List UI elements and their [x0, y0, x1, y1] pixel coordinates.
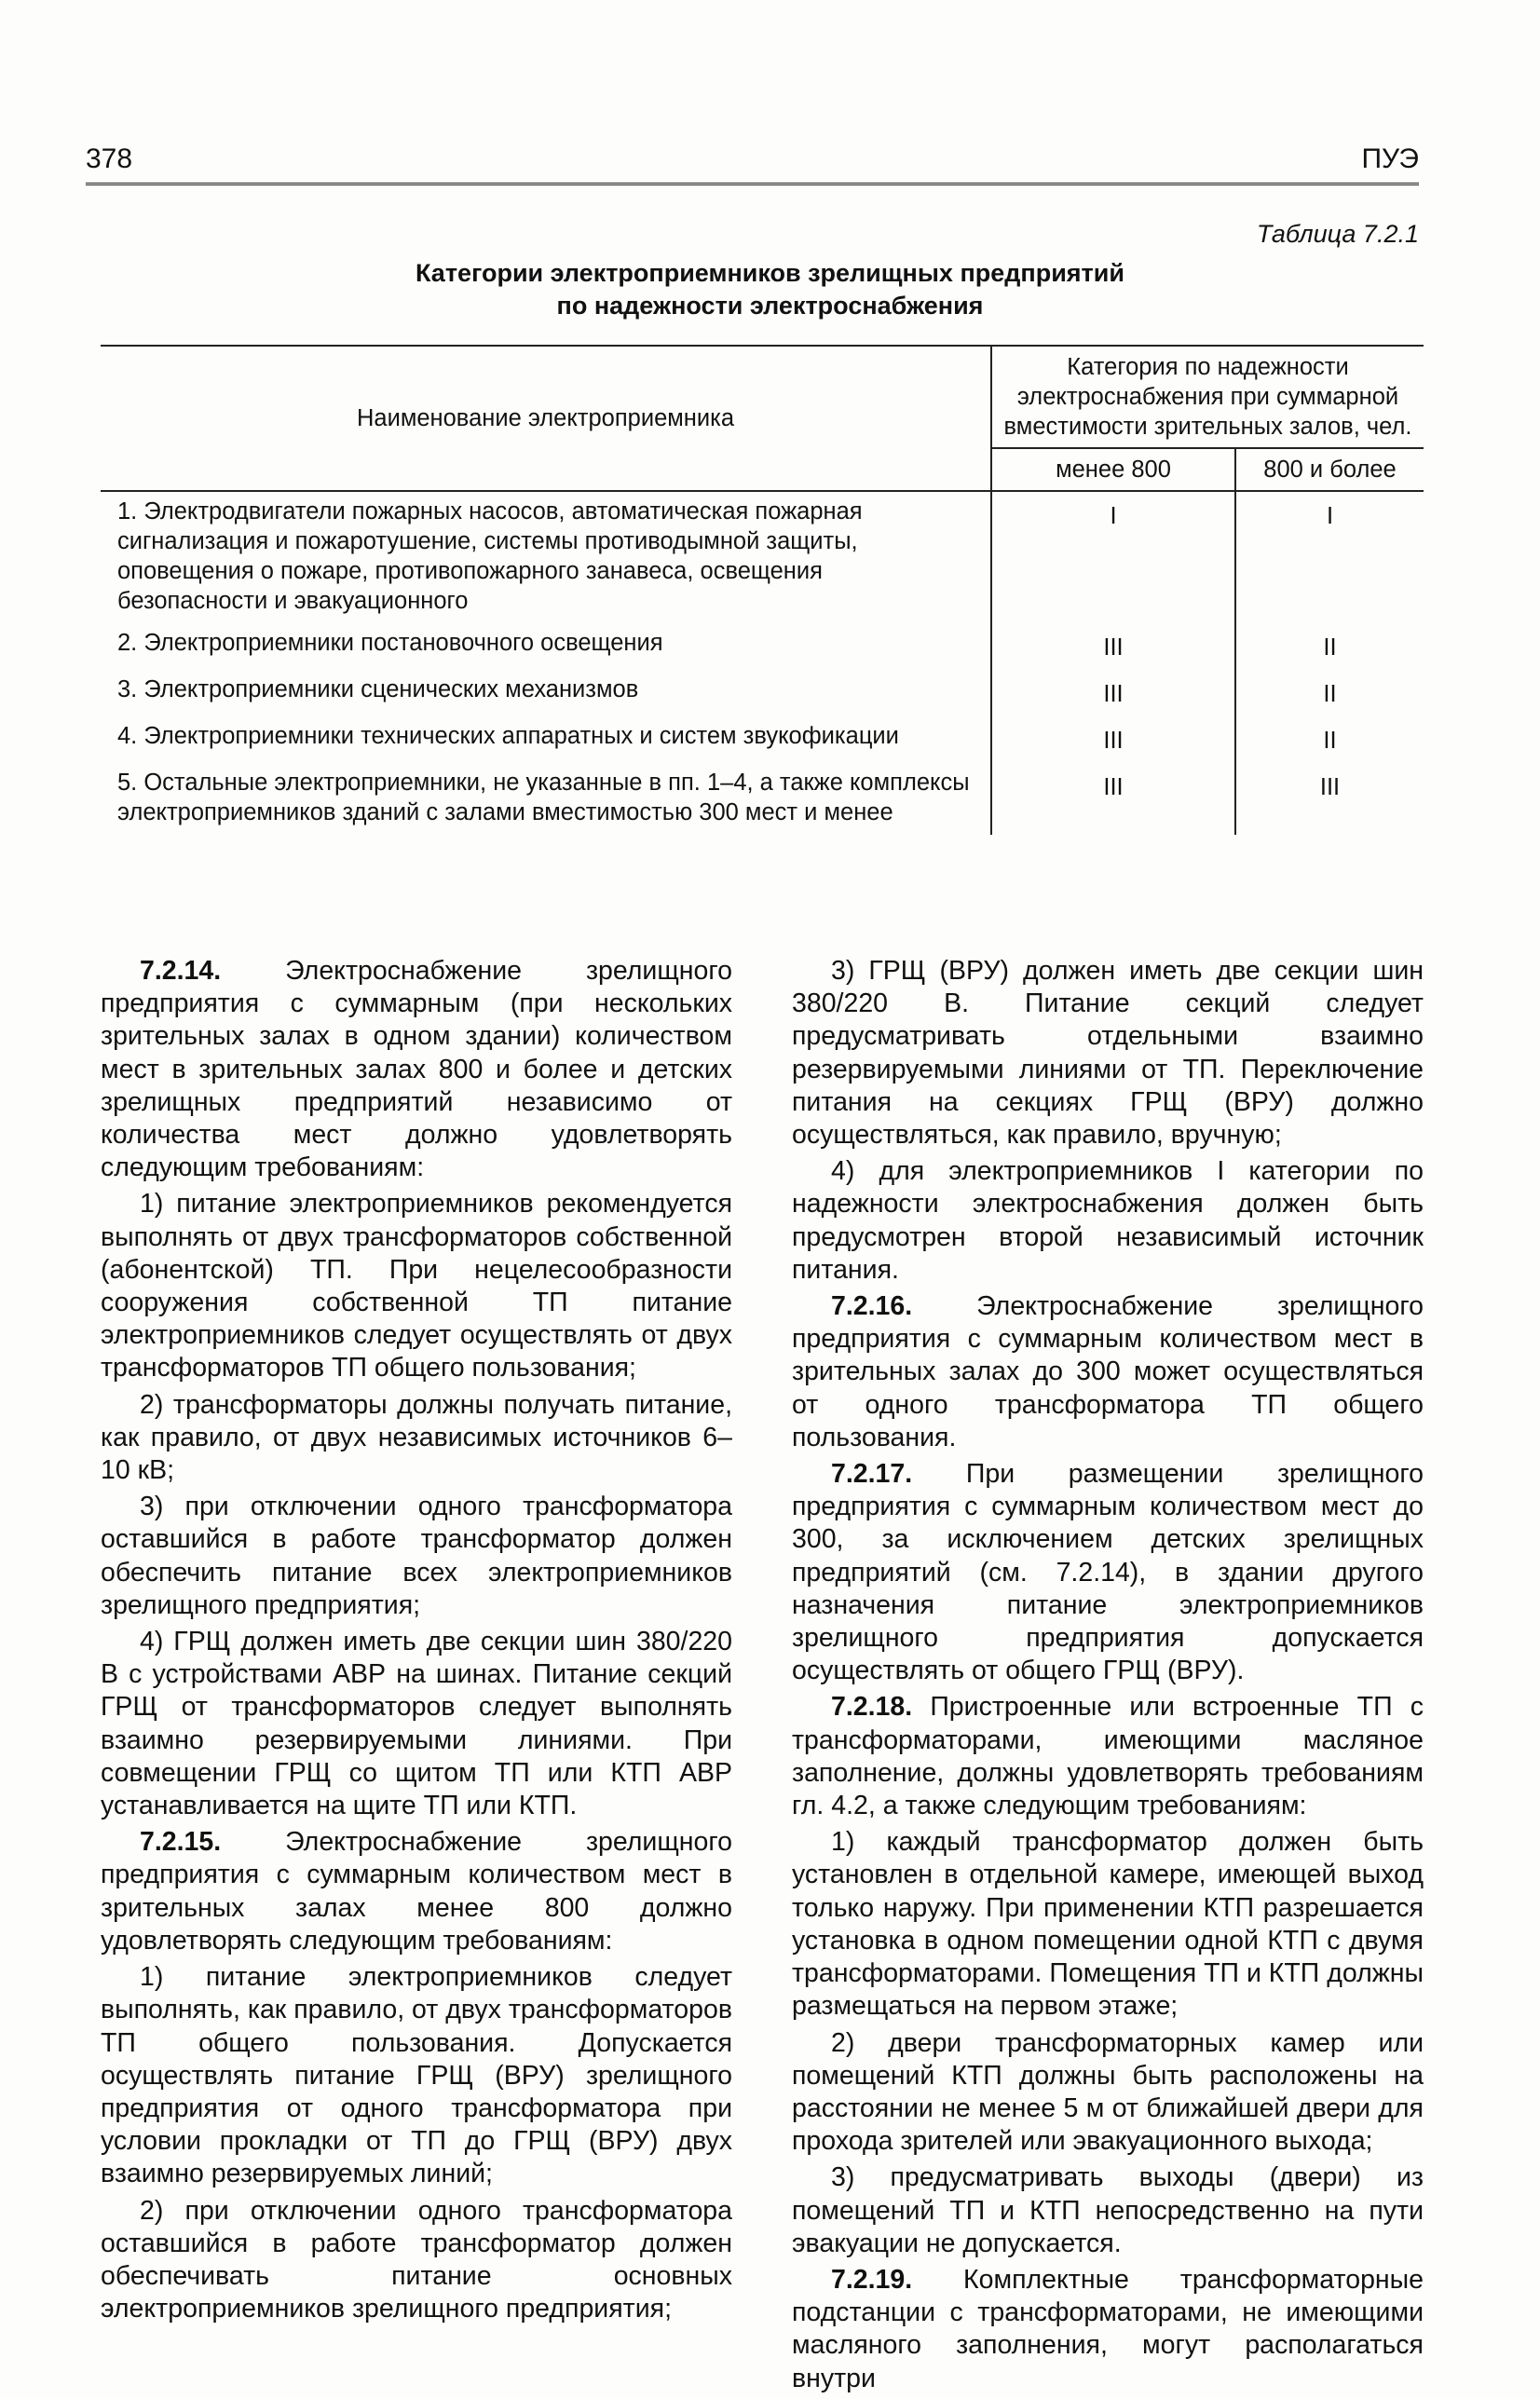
header-800-more: 800 и более	[1235, 448, 1424, 491]
page-number: 378	[86, 143, 133, 174]
running-title: ПУЭ	[1361, 143, 1419, 174]
paragraph	[792, 955, 1424, 1152]
row-category-800-more: II	[1235, 716, 1424, 763]
paragraph	[792, 2161, 1424, 2260]
row-category-less-800: III	[991, 716, 1235, 763]
row-category-less-800: III	[991, 623, 1235, 670]
paragraph-text: 1) питание электроприемников следует выполнять, как правило, от двух трансформаторов ТП общего пользования. Допускается осуществлять питание ГРЩ (ВРУ) зрелищного предприятия от одного трансформатора при условии прокладки от ТП до ГРЩ (ВРУ) двух взаимно резервируемых линий;	[101, 1962, 732, 2189]
row-category-less-800: III	[991, 670, 1235, 716]
paragraph-text: Электроснабжение зрелищного предприятия с суммарным (при нескольких зрительных залах в одном здании) количеством мест в зрительных залах 800 и более и детских зрелищных предприятий независимо от количества мест должно удовлетворять следующим требованиям:	[101, 956, 732, 1183]
clause-number: 7.2.17.	[831, 1459, 913, 1490]
table-title-line-2: по надежности электроснабжения	[556, 292, 984, 320]
table-row	[101, 670, 1424, 716]
paragraph	[101, 2195, 732, 2326]
paragraph	[101, 1826, 732, 1957]
table-row	[101, 716, 1424, 763]
table-label: Таблица 7.2.1	[1256, 220, 1419, 248]
table-row	[101, 491, 1424, 623]
categories-table	[101, 345, 1424, 835]
table-row	[101, 623, 1424, 670]
row-category-800-more: III	[1235, 763, 1424, 835]
row-category-800-more: I	[1235, 491, 1424, 623]
paragraph-text: При размещении зрелищного предприятия с суммарным количеством мест до 300, за исключением детских зрелищных предприятий (см. 7.2.14), в здании другого назначения питание электроприемников зрелищного предприятия допускается осуществлять от общего ГРЩ (ВРУ).	[792, 1459, 1424, 1686]
row-category-less-800: III	[991, 763, 1235, 835]
paragraph-text: 2) двери трансформаторных камер или помещений КТП должны быть расположены на расстоянии не менее 5 м от ближайшей двери для прохода зрителей или эвакуационного выхода;	[792, 2027, 1424, 2157]
paragraph-text: 3) ГРЩ (ВРУ) должен иметь две секции шин 380/220 В. Питание секций следует предусматривать отдельными взаимно резервируемыми линиями от ТП. Переключение питания на секциях ГРЩ (ВРУ) должно осуществляться, как правило, вручную;	[792, 956, 1424, 1151]
row-category-less-800: I	[991, 491, 1235, 623]
clause-number: 7.2.16.	[831, 1291, 913, 1322]
paragraph-text: 1) каждый трансформатор должен быть установлен в отдельной камере, имеющей выход только наружу. При применении КТП разрешается установка в одном помещении одной КТП с двумя трансформаторами. Помещения ТП и КТП должны размещаться на первом этаже;	[792, 1827, 1424, 2022]
paragraph	[792, 1458, 1424, 1687]
paragraph-text: Пристроенные или встроенные ТП с трансформаторами, имеющими масляное заполнение, должны удовлетворять требованиям гл. 4.2, а также следующим требованиям:	[792, 1692, 1424, 1821]
paragraph-text: Электроснабжение зрелищного предприятия с суммарным количеством мест в зрительных залах до 300 может осуществляться от одного трансформатора ТП общего пользования.	[792, 1291, 1424, 1452]
row-category-800-more: II	[1235, 670, 1424, 716]
header-less-800: менее 800	[991, 448, 1235, 491]
left-column	[101, 955, 732, 2329]
paragraph	[101, 1626, 732, 1822]
paragraph	[792, 2264, 1424, 2395]
row-name: 3. Электроприемники сценических механизмов	[117, 676, 639, 702]
paragraph-text: 3) при отключении одного трансформатора оставшийся в работе трансформатор должен обеспечить питание всех электроприемников зрелищного предприятия;	[101, 1492, 732, 1620]
row-category-800-more: II	[1235, 623, 1424, 670]
paragraph-text: 4) для электроприемников I категории по надежности электроснабжения должен быть предусмотрен второй независимый источник питания.	[792, 1156, 1424, 1285]
right-column	[792, 955, 1424, 2399]
header-name: Наименование электроприемника	[101, 346, 991, 491]
clause-number: 7.2.14.	[140, 956, 222, 986]
header-category: Категория по надежности электроснабжения при суммарной вместимости зрительных залов, чел.	[991, 346, 1424, 448]
paragraph	[792, 1826, 1424, 2023]
paragraph-text: 4) ГРЩ должен иметь две секции шин 380/220 В с устройствами АВР на шинах. Питание секций ГРЩ от трансформаторов следует выполнять взаимно резервируемыми линиями. При совмещении ГРЩ со щитом ТП или КТП АВР устанавливается на щите ТП или КТП.	[101, 1627, 732, 1821]
row-name: 4. Электроприемники технических аппаратных и систем звукофикации	[117, 723, 899, 749]
row-name: 1. Электродвигатели пожарных насосов, автоматическая пожарная сигнализация и пожаротушение, системы противодымной защиты, оповещения о пожаре, противопожарного занавеса, освещения безопасности и эвакуационного	[117, 498, 863, 614]
paragraph-text: 2) при отключении одного трансформатора оставшийся в работе трансформатор должен обеспечивать питание основных электроприемников зрелищного предприятия;	[101, 2195, 732, 2324]
paragraph-text: 3) предусматривать выходы (двери) из помещений ТП и КТП непосредственно на пути эвакуации не допускается.	[792, 2162, 1424, 2258]
paragraph	[101, 1961, 732, 2190]
table-row	[101, 763, 1424, 835]
paragraph	[101, 1491, 732, 1622]
paragraph	[792, 1155, 1424, 1287]
paragraph-text: 2) трансформаторы должны получать питание, как правило, от двух независимых источников 6–10 кВ;	[101, 1389, 732, 1486]
clause-number: 7.2.15.	[140, 1827, 222, 1858]
paragraph-text: Электроснабжение зрелищного предприятия с суммарным количеством мест в зрительных залах менее 800 должно удовлетворять следующим требованиям:	[101, 1827, 732, 1956]
paragraph	[792, 1691, 1424, 1822]
paragraph-text: 1) питание электроприемников рекомендуется выполнять от двух трансформаторов собственной (абонентской) ТП. При нецелесообразности сооружения собственной ТП питание электроприемников следует осуществлять от двух трансформаторов ТП общего пользования;	[101, 1189, 732, 1384]
paragraph	[792, 1290, 1424, 1454]
header-rule	[86, 183, 1419, 189]
paragraph-text: Комплектные трансформаторные подстанции с трансформаторами, не имеющими масляного заполнения, могут располагаться внутри	[792, 2264, 1424, 2393]
paragraph	[101, 1389, 732, 1488]
paragraph	[792, 2027, 1424, 2159]
row-name: 5. Остальные электроприемники, не указанные в пп. 1–4, а также комплексы электроприемников зданий с залами вместимостью 300 мест и менее	[117, 770, 970, 825]
clause-number: 7.2.19.	[831, 2264, 913, 2295]
table-title	[0, 257, 1540, 322]
clause-number: 7.2.18.	[831, 1692, 913, 1723]
paragraph	[101, 955, 732, 1184]
table-title-line-1: Категории электроприемников зрелищных предприятий	[416, 259, 1124, 287]
paragraph	[101, 1188, 732, 1384]
row-name: 2. Электроприемники постановочного освещения	[117, 630, 663, 656]
